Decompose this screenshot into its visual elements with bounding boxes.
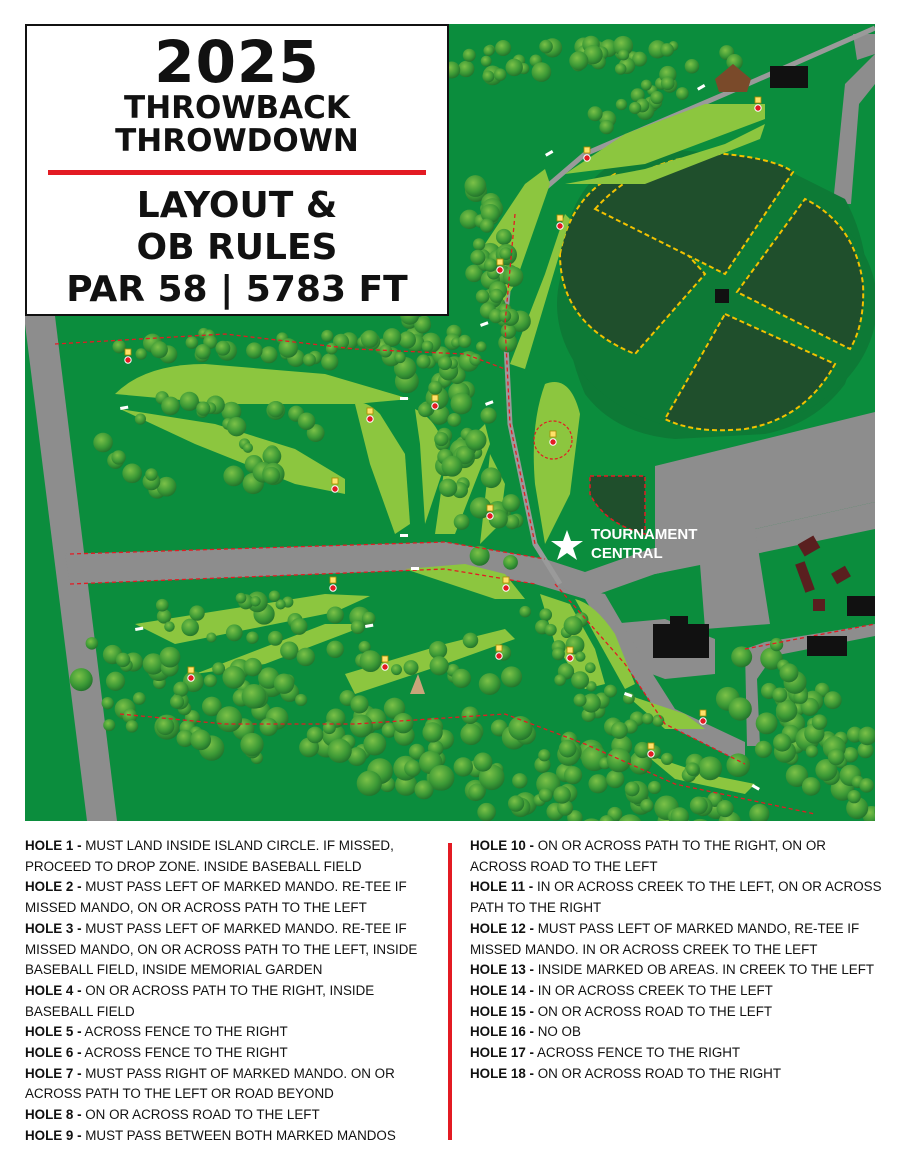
tree <box>458 61 474 77</box>
rule-item <box>25 1043 430 1064</box>
rule-text: ACROSS FENCE TO THE RIGHT <box>81 1024 288 1040</box>
tree <box>729 697 752 720</box>
tree <box>468 784 485 801</box>
tree <box>460 723 482 745</box>
tree <box>606 770 624 788</box>
title-divider <box>48 170 426 175</box>
tree <box>243 443 253 453</box>
tree <box>244 658 262 676</box>
tree <box>269 591 280 602</box>
tree <box>361 330 379 348</box>
tree <box>196 402 210 416</box>
tree <box>357 771 382 796</box>
tree <box>173 682 188 697</box>
tree <box>773 733 791 751</box>
tree <box>539 788 553 802</box>
tree <box>160 647 181 668</box>
tree <box>575 651 585 661</box>
tree <box>464 175 486 197</box>
tree <box>772 687 787 702</box>
rule-item <box>25 877 430 918</box>
rule-item <box>25 836 430 877</box>
tree <box>640 799 653 812</box>
tree <box>650 91 663 104</box>
tree <box>604 685 617 698</box>
tree <box>770 638 783 651</box>
tree <box>569 51 588 70</box>
tree <box>648 781 661 794</box>
tree <box>847 790 860 803</box>
rule-hole-label: HOLE 8 - <box>25 1107 82 1123</box>
tree <box>126 720 138 732</box>
tree <box>476 341 487 352</box>
tree <box>802 777 821 796</box>
rule-text: NO OB <box>534 1024 581 1040</box>
tree <box>698 756 722 780</box>
tree <box>717 800 734 817</box>
tree <box>502 494 520 512</box>
rule-text: MUST PASS LEFT OF MARKED MANDO. RE-TEE IF MISSED MANDO, ON OR ACROSS PATH TO THE LEFT <box>25 879 407 916</box>
rules-divider <box>448 843 452 1140</box>
tree <box>190 729 211 750</box>
tree <box>481 56 492 67</box>
tree <box>383 328 401 346</box>
tree <box>454 514 470 530</box>
tree <box>274 673 294 693</box>
tree <box>454 757 473 776</box>
tree <box>439 479 457 497</box>
tree <box>501 324 516 339</box>
rule-text: ON OR ACROSS ROAD TO THE LEFT <box>81 1107 320 1123</box>
title-line-1: THROWBACK <box>124 90 350 126</box>
tree <box>552 647 565 660</box>
rule-text: MUST PASS BETWEEN BOTH MARKED MANDOS <box>81 1127 396 1143</box>
tree <box>545 624 557 636</box>
tree <box>661 76 675 90</box>
tree <box>135 348 146 359</box>
tree <box>246 631 258 643</box>
rule-item <box>25 1022 430 1043</box>
tree <box>480 407 496 423</box>
rule-hole-label: HOLE 4 - <box>25 982 82 998</box>
tree <box>503 555 518 570</box>
tree <box>806 745 818 757</box>
tree <box>350 715 373 738</box>
tree <box>156 717 174 735</box>
tee-pad <box>400 397 408 400</box>
tree <box>236 593 247 604</box>
tree <box>629 102 641 114</box>
tree <box>458 335 471 348</box>
tee-pad <box>411 567 419 570</box>
tree <box>588 106 603 121</box>
tree <box>476 290 490 304</box>
tree <box>189 605 204 620</box>
tree <box>611 722 628 739</box>
tree <box>508 795 524 811</box>
rule-hole-label: HOLE 11 - <box>470 879 534 895</box>
tree <box>103 719 115 731</box>
tree <box>428 381 442 395</box>
tree <box>351 620 365 634</box>
tree <box>451 393 473 415</box>
tree <box>470 546 490 566</box>
tree <box>484 258 497 271</box>
rule-item <box>470 981 885 1002</box>
title-box <box>25 24 449 316</box>
rule-item <box>470 1022 885 1043</box>
tree <box>588 774 607 793</box>
tree <box>553 786 571 804</box>
tree <box>473 753 492 772</box>
rule-item <box>470 1064 885 1085</box>
tree <box>164 621 175 632</box>
tree <box>323 721 336 734</box>
tree <box>298 412 316 430</box>
tree <box>676 87 689 100</box>
tree <box>470 250 485 265</box>
tree <box>539 40 553 54</box>
rule-text: IN OR ACROSS CREEK TO THE LEFT <box>534 982 773 998</box>
tree <box>204 674 217 687</box>
rule-text: ACROSS FENCE TO THE RIGHT <box>81 1045 288 1061</box>
tree <box>473 238 485 250</box>
subtitle-line-3: PAR 58 | 5783 FT <box>66 269 408 310</box>
tree <box>216 706 242 732</box>
tree <box>503 266 523 286</box>
tree <box>481 467 502 488</box>
title-year: 2025 <box>154 28 320 96</box>
rule-hole-label: HOLE 17 - <box>470 1045 534 1061</box>
rule-text: MUST PASS LEFT OF MARKED MANDO. RE-TEE IF MISSED MANDO, ON OR ACROSS PATH TO THE LEFT, INSIDE BASEBALL FIELD, INSIDE MEMORIAL GARDEN <box>25 920 418 978</box>
tree <box>268 631 283 646</box>
tree <box>394 352 405 363</box>
rule-text: ON OR ACROSS ROAD TO THE RIGHT <box>534 1065 782 1081</box>
tree <box>260 346 277 363</box>
tree <box>161 397 180 416</box>
tree <box>350 695 368 713</box>
tree <box>571 671 589 689</box>
tree <box>616 99 627 110</box>
tree <box>559 740 577 758</box>
tree <box>532 62 552 82</box>
tree <box>93 433 113 453</box>
tree <box>391 664 402 675</box>
tree <box>652 715 664 727</box>
rule-item <box>25 1105 430 1126</box>
tree <box>180 392 199 411</box>
tree <box>181 619 199 637</box>
rule-item <box>25 981 430 1022</box>
tree <box>447 413 461 427</box>
rule-item <box>470 919 885 960</box>
rule-hole-label: HOLE 5 - <box>25 1024 82 1040</box>
tree <box>328 739 352 763</box>
tree <box>661 753 673 765</box>
tree <box>280 641 298 659</box>
rule-item <box>470 960 885 981</box>
tree <box>489 289 503 303</box>
rule-item <box>470 877 885 918</box>
tree <box>122 463 142 483</box>
tree <box>250 596 260 606</box>
tree <box>756 712 778 734</box>
rule-hole-label: HOLE 18 - <box>470 1065 534 1081</box>
tree <box>422 722 442 742</box>
rule-text: IN OR ACROSS CREEK TO THE LEFT, ON OR ACROSS PATH TO THE RIGHT <box>470 879 882 916</box>
tree <box>726 753 750 777</box>
subtitle-line-1: LAYOUT & <box>136 185 338 226</box>
tree <box>463 49 476 62</box>
tree <box>519 606 531 618</box>
rule-hole-label: HOLE 9 - <box>25 1127 82 1143</box>
rule-hole-label: HOLE 13 - <box>470 962 534 978</box>
rule-text: MUST LAND INSIDE ISLAND CIRCLE. IF MISSED, PROCEED TO DROP ZONE. INSIDE BASEBALL FIELD <box>25 838 394 874</box>
tree <box>418 403 432 417</box>
tree <box>151 341 168 358</box>
tree <box>186 336 199 349</box>
tree <box>240 733 263 756</box>
tree <box>496 229 512 245</box>
rule-hole-label: HOLE 10 - <box>470 838 534 853</box>
rule-text: MUST PASS RIGHT OF MARKED MANDO. ON OR ACROSS PATH TO THE LEFT OR ROAD BEYOND <box>25 1065 395 1102</box>
rule-hole-label: HOLE 1 - <box>25 838 82 853</box>
tree <box>499 247 512 260</box>
rule-hole-label: HOLE 2 - <box>25 879 82 895</box>
tree <box>404 660 419 675</box>
tree <box>564 616 583 635</box>
rule-text: INSIDE MARKED OB AREAS. IN CREEK TO THE LEFT <box>534 962 875 978</box>
landmark-label-1: TOURNAMENT <box>591 526 698 543</box>
tree <box>86 637 98 649</box>
tree <box>307 727 324 744</box>
tree <box>607 748 631 772</box>
tree <box>539 608 552 621</box>
rule-item <box>470 1043 885 1064</box>
tree <box>776 700 798 722</box>
rule-text: ACROSS FENCE TO THE RIGHT <box>534 1045 741 1061</box>
tree <box>326 641 343 658</box>
tree <box>326 343 338 355</box>
tree <box>625 782 640 797</box>
tree <box>641 80 652 91</box>
rule-text: ON OR ACROSS PATH TO THE RIGHT, INSIDE BASEBALL FIELD <box>25 982 375 1019</box>
tree <box>226 624 243 641</box>
rule-text: MUST PASS LEFT OF MARKED MANDO, RE-TEE IF MISSED MANDO. IN OR ACROSS CREEK TO THE LEFT <box>470 920 860 957</box>
tree <box>685 59 699 73</box>
tree <box>564 766 582 784</box>
title-line-2: THROWDOWN <box>115 123 359 159</box>
tree <box>660 43 674 57</box>
rule-text: ON OR ACROSS PATH TO THE RIGHT, ON OR ACROSS ROAD TO THE LEFT <box>470 838 826 874</box>
tree <box>690 796 708 814</box>
rule-hole-label: HOLE 14 - <box>470 982 534 998</box>
tree <box>859 778 874 793</box>
tree <box>212 662 225 675</box>
rule-hole-label: HOLE 6 - <box>25 1045 82 1061</box>
rule-hole-label: HOLE 15 - <box>470 1003 534 1019</box>
tree <box>156 599 169 612</box>
tree <box>512 773 527 788</box>
tree <box>483 45 494 56</box>
rule-item <box>470 836 885 877</box>
rule-item <box>25 919 430 981</box>
tree <box>482 71 494 83</box>
tree <box>755 741 772 758</box>
tree <box>416 354 430 368</box>
tree <box>477 803 496 821</box>
tree <box>501 666 522 687</box>
rules-list-right <box>470 836 885 1084</box>
tree <box>494 68 507 81</box>
tree <box>170 695 184 709</box>
tree <box>430 656 449 675</box>
tree <box>295 694 307 706</box>
tree <box>554 674 566 686</box>
tree <box>106 672 125 691</box>
tree <box>404 760 421 777</box>
tree <box>463 633 479 649</box>
tree <box>429 765 455 791</box>
tree <box>135 413 146 424</box>
tree <box>321 353 338 370</box>
tree <box>618 49 629 60</box>
tree <box>442 456 463 477</box>
rule-item <box>470 1002 885 1023</box>
tree <box>268 401 284 417</box>
tree <box>362 612 376 626</box>
tree <box>479 673 501 695</box>
rule-text: ON OR ACROSS ROAD TO THE LEFT <box>534 1003 773 1019</box>
tree <box>215 341 230 356</box>
tree <box>461 706 479 724</box>
tree <box>111 450 125 464</box>
tree <box>615 63 626 74</box>
tree <box>422 341 434 353</box>
rule-hole-label: HOLE 12 - <box>470 920 534 936</box>
tree <box>506 59 523 76</box>
tree <box>222 666 245 689</box>
tree <box>452 669 471 688</box>
tree <box>686 763 699 776</box>
tree <box>642 713 653 724</box>
tree <box>70 668 93 691</box>
tree <box>113 340 126 353</box>
tree <box>223 466 244 487</box>
tree <box>206 632 216 642</box>
tree <box>116 653 130 667</box>
tree <box>434 432 448 446</box>
tee-pad <box>400 534 408 537</box>
tree <box>599 120 613 134</box>
tree <box>731 646 752 667</box>
tree <box>133 692 146 705</box>
tree <box>246 342 262 358</box>
tree <box>393 713 413 733</box>
tree <box>195 344 210 359</box>
tree <box>327 606 344 623</box>
tree <box>303 353 316 366</box>
tree <box>242 684 267 709</box>
tree <box>360 650 382 672</box>
rules-list-left <box>25 836 430 1147</box>
tree <box>574 694 587 707</box>
tree <box>145 468 158 481</box>
tree <box>495 40 511 56</box>
tree <box>102 697 114 709</box>
tree <box>828 749 845 766</box>
tree <box>812 714 828 730</box>
rule-item <box>25 1064 430 1105</box>
rule-hole-label: HOLE 7 - <box>25 1065 82 1081</box>
tree <box>538 749 550 761</box>
tree <box>263 467 280 484</box>
rule-hole-label: HOLE 3 - <box>25 920 82 936</box>
tree <box>260 718 278 736</box>
rule-item <box>25 1126 430 1147</box>
tree <box>291 618 308 635</box>
tree <box>465 429 486 450</box>
rule-hole-label: HOLE 16 - <box>470 1024 534 1040</box>
landmark-label-2: CENTRAL <box>591 545 663 562</box>
tree <box>824 691 842 709</box>
tree <box>480 219 494 233</box>
tree <box>585 662 596 673</box>
tree <box>438 356 452 370</box>
tree <box>297 648 315 666</box>
tree <box>321 330 333 342</box>
tree <box>399 331 416 348</box>
tree <box>227 417 246 436</box>
subtitle-line-2: OB RULES <box>136 227 338 268</box>
tree <box>779 663 798 682</box>
